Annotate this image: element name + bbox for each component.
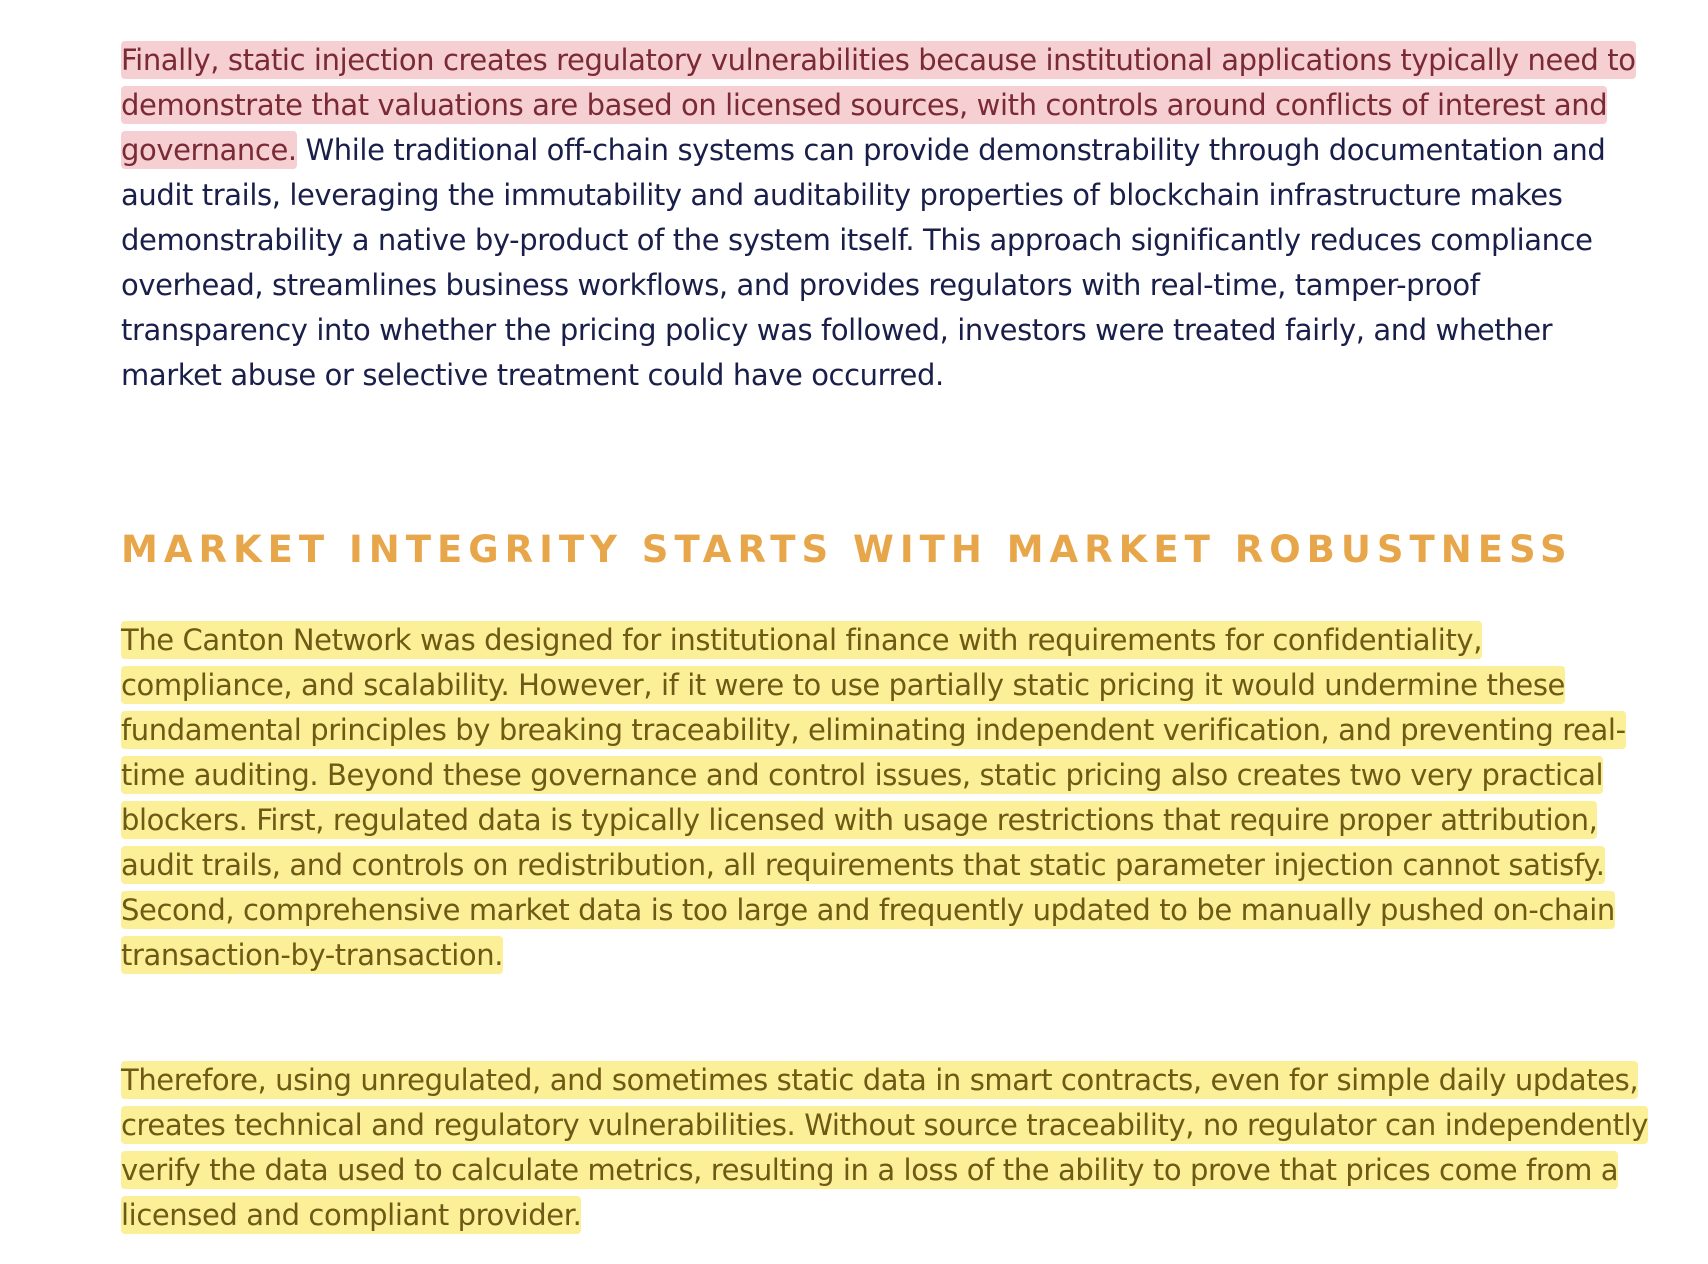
paragraph-unregulated-data <box>121 1058 1651 1238</box>
paragraph-regulatory-vulnerabilities <box>121 38 1651 398</box>
highlighted-text-yellow[interactable]: The Canton Network was designed for institutional finance with requirements for confidentiality, compliance, and scalability. However, if it were to use partially static pricing it would undermine these fundamental principles by breaking traceability, eliminating independent verification, and preventing real-time auditing. Beyond these governance and control issues, static pricing also creates two very practical blockers. First, regulated data is typically licensed with usage restrictions that require proper attribution, audit trails, and controls on redistribution, all requirements that static parameter injection cannot satisfy. Second, comprehensive market data is too large and frequently updated to be manually pushed on-chain transaction-by-transaction. <box>121 623 1626 972</box>
section-heading: MARKET INTEGRITY STARTS WITH MARKET ROBUSTNESS <box>121 528 1573 571</box>
paragraph-text: While traditional off-chain systems can provide demonstrability through documentation and audit trails, leveraging the immutability and auditability properties of blockchain infrastructure makes demonstrability a native by-product of the system itself. This approach significantly reduces compliance overhead, streamlines business workflows, and provides regulators with real-time, tamper-proof transparency into whether the pricing policy was followed, investors were treated fairly, and whether market abuse or selective treatment could have occurred. <box>121 133 1606 392</box>
paragraph-canton-network <box>121 618 1651 978</box>
article-body <box>121 38 1651 1232</box>
highlighted-text-yellow[interactable]: Therefore, using unregulated, and sometimes static data in smart contracts, even for simple daily updates, creates technical and regulatory vulnerabilities. Without source traceability, no regulator can independently verify the data used to calculate metrics, resulting in a loss of the ability to prove that prices come from a licensed and compliant provider. <box>121 1063 1649 1232</box>
highlighted-text-red[interactable]: Finally, static injection creates regulatory vulnerabilities because institutional applications typically need to demonstrate that valuations are based on licensed sources, with controls around conflicts of interest and governance. <box>121 43 1636 167</box>
